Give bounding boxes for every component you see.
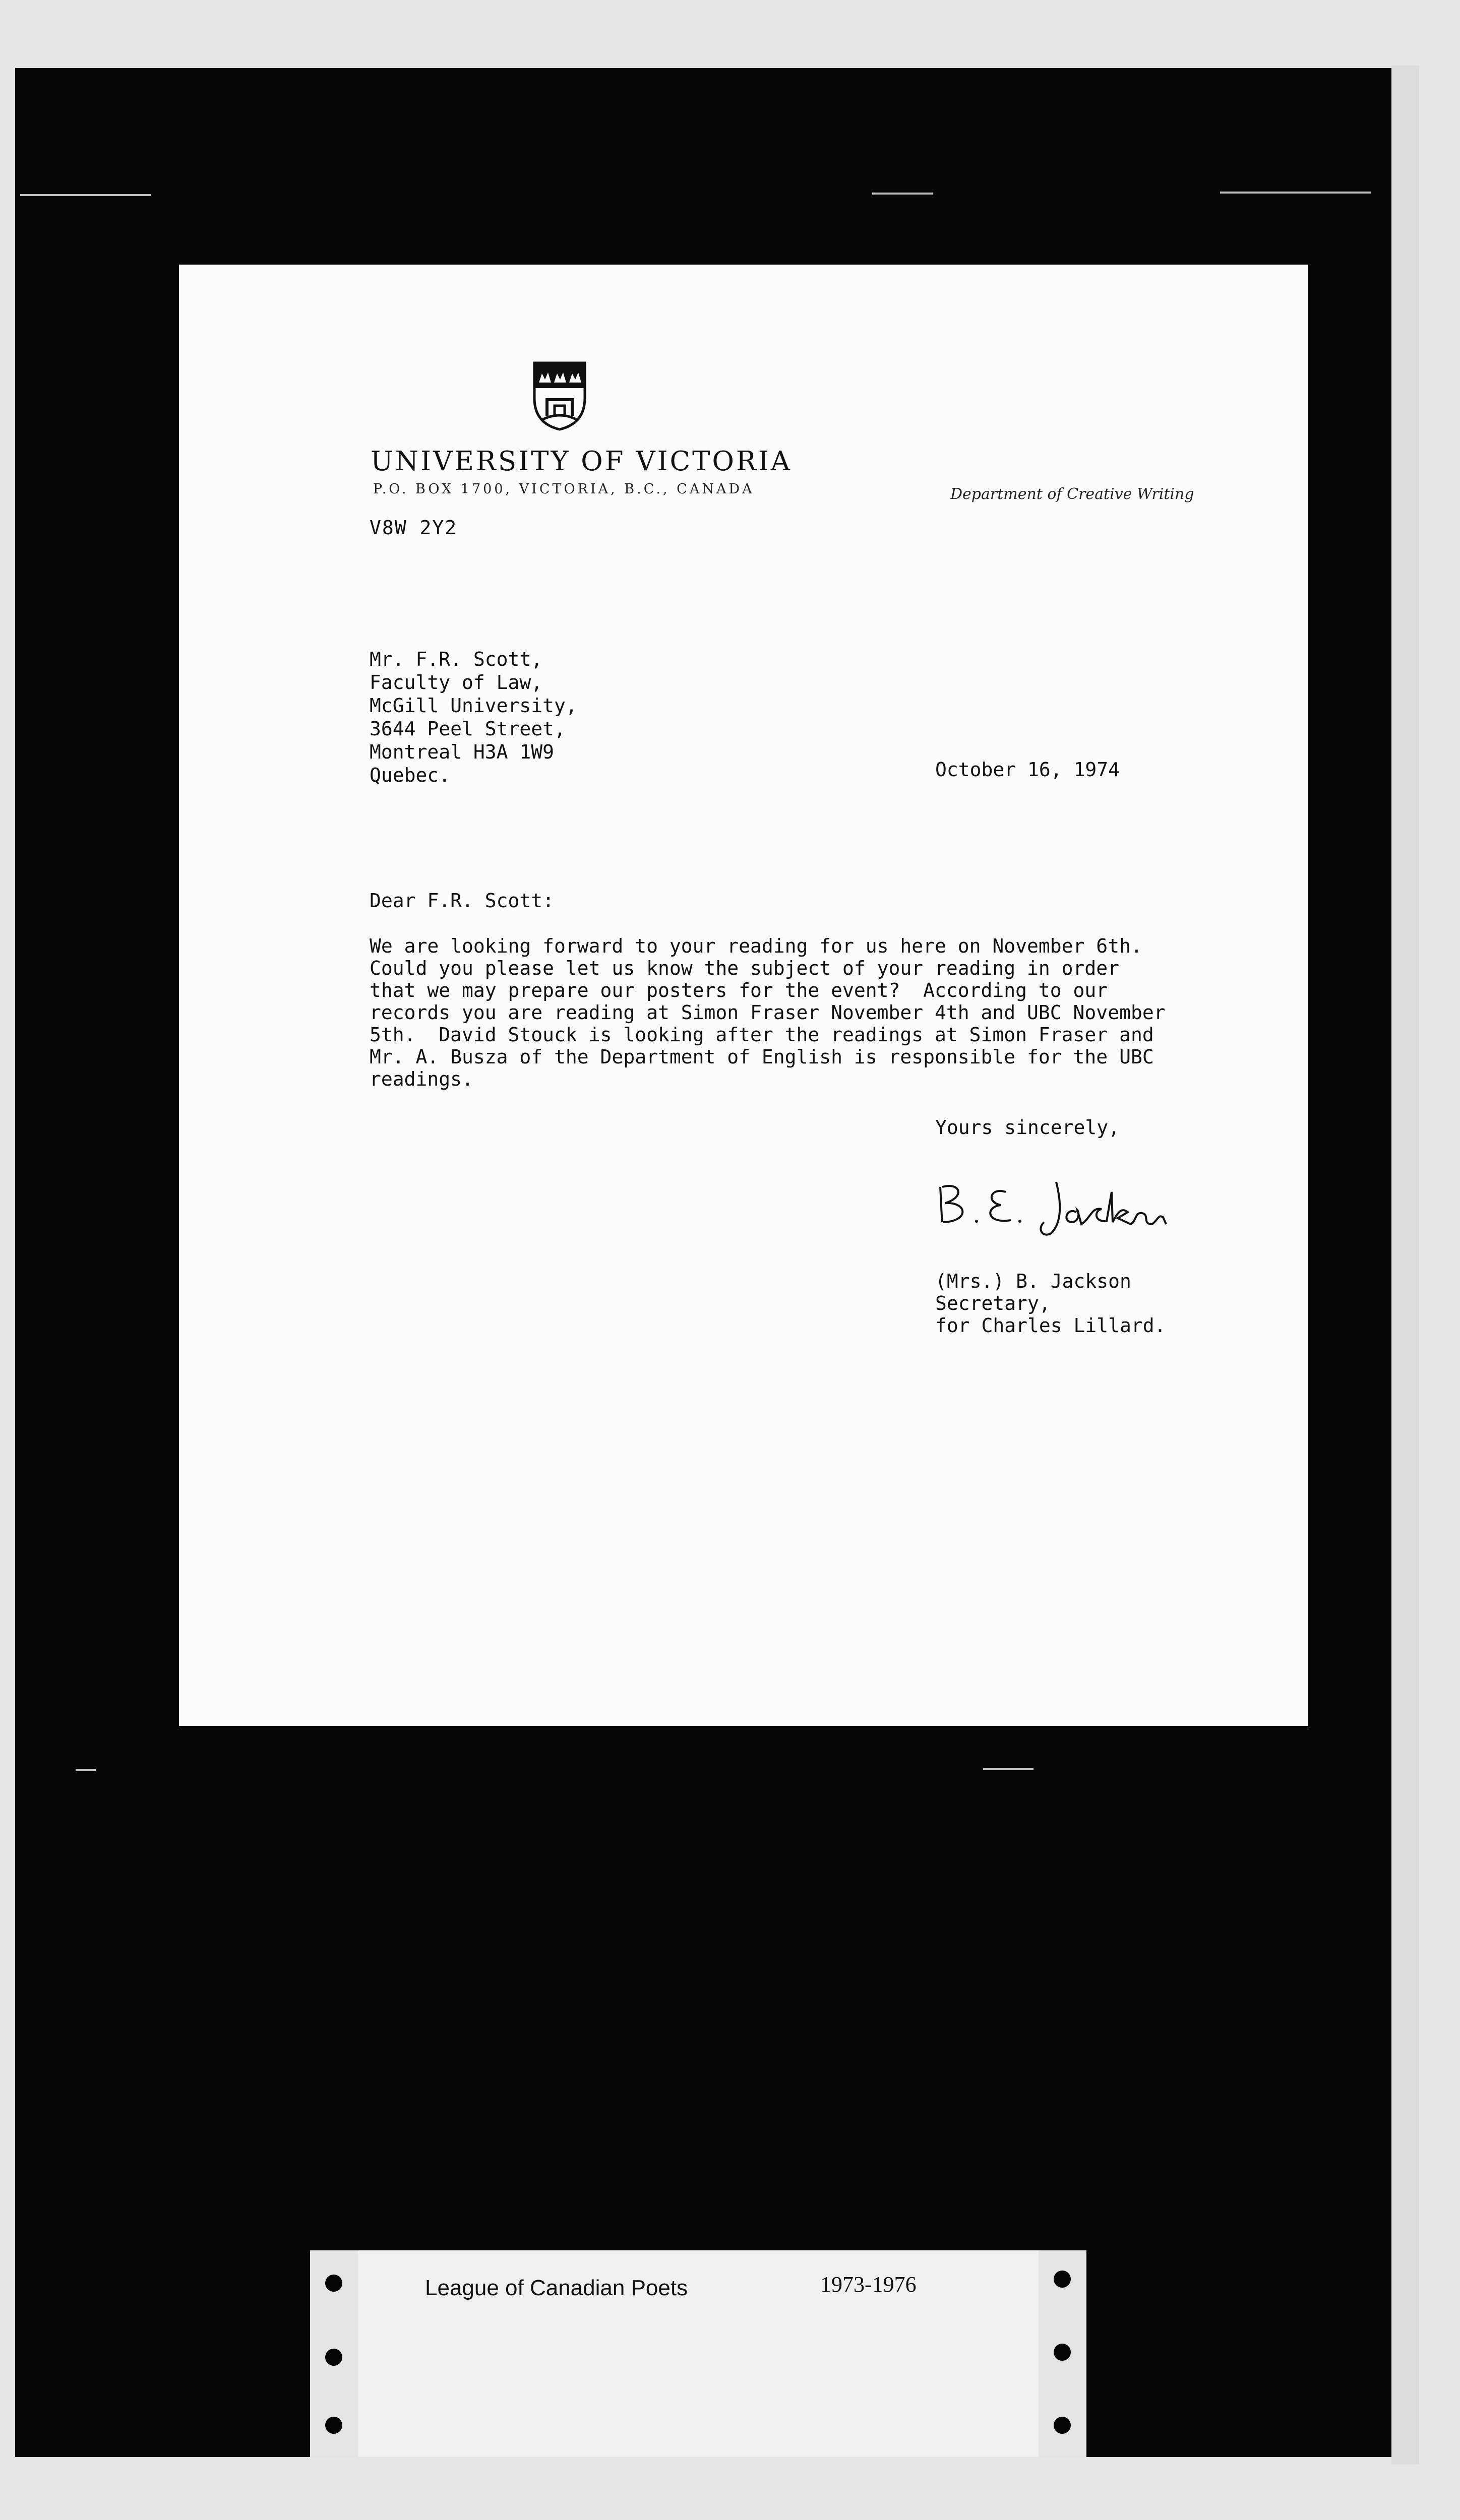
perforation-hole-icon (1054, 2417, 1071, 2434)
body-line: Mr. A. Busza of the Department of English is responsible for the UBC (370, 1046, 1154, 1068)
label-years: 1973-1976 (820, 2272, 917, 2297)
archive-label (310, 2250, 1086, 2457)
film-scratch (1220, 192, 1371, 194)
recipient-line: Mr. F.R. Scott, (370, 648, 543, 670)
body-line: We are looking forward to your reading for us here on November 6th. (370, 935, 1142, 957)
signature-line: (Mrs.) B. Jackson (935, 1270, 1131, 1292)
letter-page (179, 265, 1308, 1726)
signature-line: Secretary, (935, 1292, 1051, 1314)
salutation: Dear F.R. Scott: (370, 890, 555, 912)
body-line: Could you please let us know the subject of your reading in order (370, 957, 1120, 979)
perforation-hole-icon (325, 2349, 342, 2366)
letterhead-address: P.O. BOX 1700, VICTORIA, B.C., CANADA (373, 481, 755, 497)
body-line: records you are reading at Simon Fraser November 4th and UBC November (370, 1001, 1166, 1024)
body-line: that we may prepare our posters for the event? According to our (370, 979, 1108, 1001)
letter-date: October 16, 1974 (935, 759, 1120, 781)
signature-block (935, 1270, 1166, 1337)
letter-body (370, 935, 1166, 1090)
label-perforation-strip (310, 2250, 358, 2457)
body-line: readings. (370, 1068, 473, 1090)
letterhead-postal-code: V8W 2Y2 (370, 517, 458, 539)
microfilm-edge (1391, 66, 1419, 2465)
recipient-address (370, 648, 577, 787)
perforation-hole-icon (1054, 2344, 1071, 2361)
recipient-line: Quebec. (370, 764, 451, 786)
label-series-title: League of Canadian Poets (425, 2276, 688, 2300)
recipient-line: McGill University, (370, 695, 577, 717)
perforation-hole-icon (1054, 2271, 1071, 2288)
closing: Yours sincerely, (935, 1116, 1120, 1139)
label-perforation-strip (1039, 2250, 1086, 2457)
handwritten-signature (930, 1172, 1167, 1242)
film-scratch (872, 193, 933, 195)
body-line: 5th. David Stouck is looking after the readings at Simon Fraser and (370, 1024, 1154, 1046)
recipient-line: Faculty of Law, (370, 671, 543, 694)
film-scratch (20, 194, 151, 196)
letterhead-department: Department of Creative Writing (950, 485, 1194, 503)
letterhead-institution: UNIVERSITY OF VICTORIA (371, 446, 793, 477)
perforation-hole-icon (325, 2275, 342, 2292)
recipient-line: Montreal H3A 1W9 (370, 741, 555, 763)
recipient-line: 3644 Peel Street, (370, 718, 566, 740)
film-scratch (76, 1769, 96, 1771)
university-crest-icon (532, 360, 587, 431)
signature-line: for Charles Lillard. (935, 1314, 1166, 1337)
perforation-hole-icon (325, 2417, 342, 2434)
film-scratch (983, 1768, 1033, 1770)
